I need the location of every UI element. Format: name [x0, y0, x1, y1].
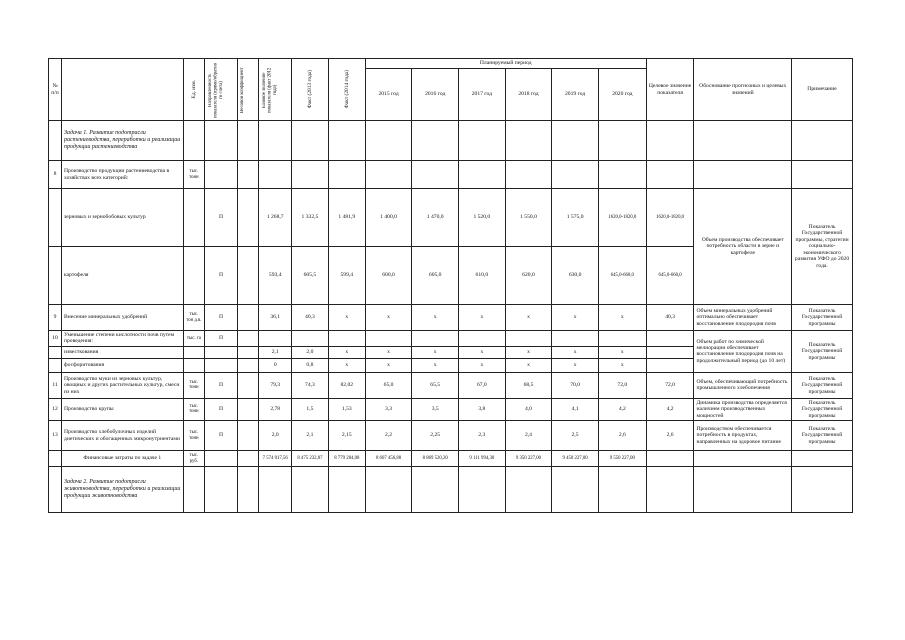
- row-label: Производство хлебобулочных изделий диетических и обогащенных микронутриентами: [62, 421, 184, 451]
- hdr-fact-2014: Факт (2014 года): [328, 59, 365, 121]
- row-label: известкования: [62, 346, 184, 358]
- note: Показатель Государственной программы: [792, 372, 853, 398]
- row-label: картофеля: [62, 247, 184, 305]
- note: Показатель Государственной программы: [792, 398, 853, 420]
- hdr-year: 2020 год: [598, 69, 646, 121]
- task1-title: Задача 1. Развитие подотрасли растениеводства, переработки и реализации продукции растениеводства: [62, 121, 184, 161]
- row-label: Производство крупы: [62, 398, 184, 420]
- hdr-fact-2013: Факт (2013 года): [291, 59, 328, 121]
- row-label: фосфоритования: [62, 358, 184, 372]
- justification: Объем, обеспечивающий потребность промышленного хлебопечения: [694, 372, 792, 398]
- table-row: картофеля П 593,4 605,5 599,4 600,0 605,0 610,0 620,0 630,0 645,0-660,0 645,0-660,0: [49, 247, 853, 305]
- hdr-year: 2017 год: [459, 69, 506, 121]
- hdr-planned: Планируемый период: [365, 59, 646, 69]
- table-row: 13 Производство хлебобулочных изделий диетических и обогащенных микронутриентами тыс. тонн П 2,0 2,1 2,15 2,2 2,25 2,3 2,4 2,5 2,6 2,6 Производством обеспечивается потребность в продуктах, направленных на здоровое питание Показатель Государственной программы: [49, 421, 853, 451]
- task2-title: Задача 2. Развитие подотрасли животноводства, переработки и реализации продукции животноводства: [62, 467, 184, 513]
- table-row: 11 Производство муки из зерновых культур, овощных и других растительных культур, смеси из них тыс. тонн П 79,3 74,3 82,02 65,0 65,5 67,0 68,5 70,0 72,0 72,0 Объем, обеспечивающий потребность промышленного хлебопечения Показатель Государственной программы: [49, 372, 853, 398]
- hdr-direction: Направленность показателя (прямо/обратно го счета): [205, 59, 238, 121]
- note: Показатель Государственной программы: [792, 305, 853, 331]
- hdr-year: 2015 год: [365, 69, 412, 121]
- table-row: 9 Внесение минеральных удобрений тыс. тон д.в. П 36,1 40,3 х х х х х х х 40,3 Объем минеральных удобрений оптимально обеспечивает восстановление плодородия почв Показатель Государственной программы: [49, 305, 853, 331]
- row-label: Внесение минеральных удобрений: [62, 305, 184, 331]
- hdr-note: Примечание: [792, 59, 853, 121]
- row-label: Финансовые затраты по задаче 1: [62, 451, 184, 467]
- note: Показатель Государственной программы: [792, 421, 853, 451]
- row-label: зерновых и зернобобовых культур: [62, 189, 184, 247]
- hdr-justification: Обоснование прогнозных и целевых значений: [694, 59, 792, 121]
- hdr-year: 2019 год: [552, 69, 599, 121]
- header-row-1: [49, 59, 853, 69]
- note: Показатель Государственной программы: [792, 331, 853, 373]
- justification: Объем работ по химической мелиорации обеспечивает восстановление плодородия почв на продолжительный период (до 10 лет): [694, 331, 792, 373]
- justification: Производством обеспечивается потребность в продуктах, направленных на здоровое питание: [694, 421, 792, 451]
- table-row: фосфоритования 0 0,8 х х х х х х х: [49, 358, 853, 372]
- indicators-table: [48, 58, 853, 513]
- finance-row: Финансовые затраты по задаче 1 тыс. руб. 7 574 017,56 8 475 232,87 8 779 284,08 8 607 456,88 8 869 520,20 9 111 994,30 9 350 227,00 9 450 227,00 9 550 227,00: [49, 451, 853, 467]
- task1-row: [49, 121, 853, 161]
- table-row: 8 Производство продукции растениеводства в хозяйствах всех категорий: тыс. тонн: [49, 161, 853, 189]
- justification: Объем производства обеспечивает потребность области в зерне и картофеле: [694, 189, 792, 305]
- hdr-base: Базовое значение показателя (факт 2012 года): [259, 59, 292, 121]
- task2-row: [49, 467, 853, 513]
- hdr-year: 2018 год: [505, 69, 552, 121]
- hdr-weight: Весовой коэффициент: [237, 59, 259, 121]
- table-row: зерновых и зернобобовых культур П 1 268,7 1 332,5 1 481,9 1 400,0 1 470,0 1 520,0 1 550,0 1 575,0 1620,0-1820,0 1620,0-1820,0 Объем производства обеспечивает потребность области в зерне и картофеле Показатель Государственной программы, стратегии социально-экономического развития УФО до 2020 года.: [49, 189, 853, 247]
- table-row: 12 Производство крупы тыс. тонн П 2,78 1,5 1,53 3,3 3,5 3,8 4,0 4,1 4,2 4,2 Динамика производства определяется наличием производственных мощностей Показатель Государственной программы: [49, 398, 853, 420]
- hdr-name: [62, 59, 184, 121]
- justification: Объем минеральных удобрений оптимально обеспечивает восстановление плодородия почв: [694, 305, 792, 331]
- row-label: Уменьшение степени кислотности почв путем проведения:: [62, 331, 184, 347]
- hdr-num: № п/п: [49, 59, 62, 121]
- hdr-unit: Ед. изм.: [183, 59, 205, 121]
- hdr-year: 2016 год: [412, 69, 459, 121]
- justification: Динамика производства определяется наличием производственных мощностей: [694, 398, 792, 420]
- row-label: Производство муки из зерновых культур, овощных и других растительных культур, смеси из них: [62, 372, 184, 398]
- note: Показатель Государственной программы, стратегии социально-экономического развития УФО до 2020 года.: [792, 189, 853, 305]
- table-row: известкования 2,1 2,0 х х х х х х х: [49, 346, 853, 358]
- hdr-target: Целевое значение показателя: [646, 59, 694, 121]
- row-label: Производство продукции растениеводства в хозяйствах всех категорий:: [62, 161, 184, 189]
- table-row: 10 Уменьшение степени кислотности почв путем проведения: тыс. га П Объем работ по химической мелиорации обеспечивает восстановление плодородия почв на продолжительный период (до 10 лет) Показатель Государственной программы: [49, 331, 853, 347]
